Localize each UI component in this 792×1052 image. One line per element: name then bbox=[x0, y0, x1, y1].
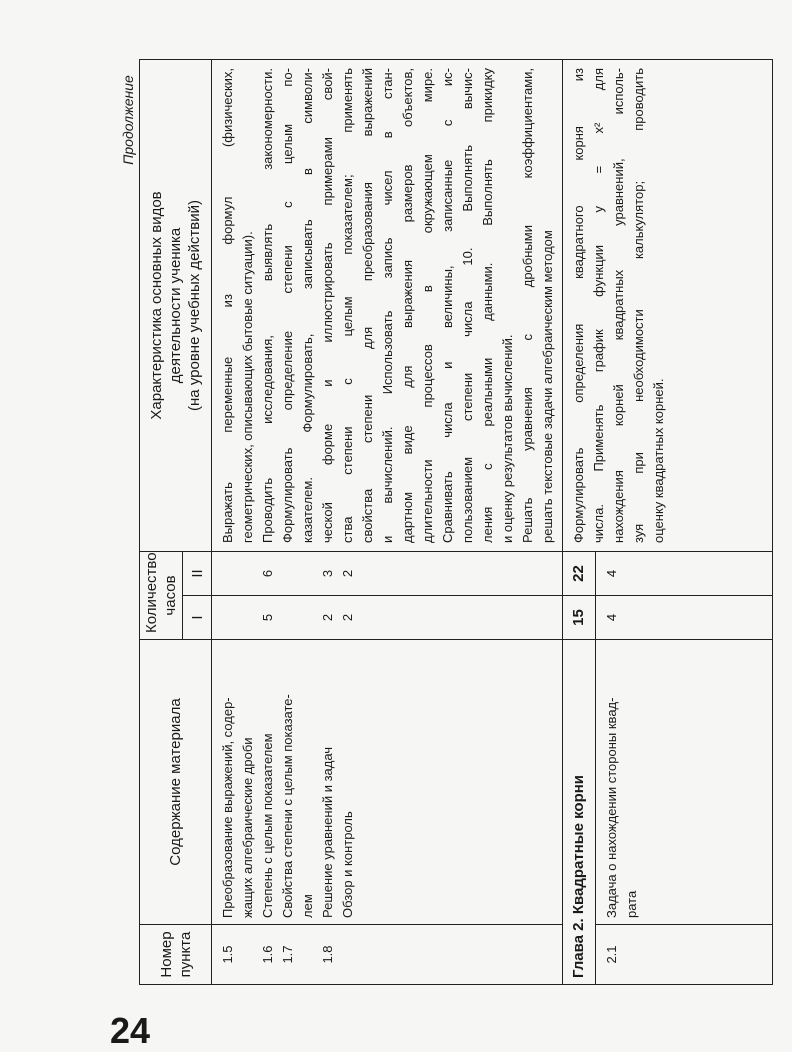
text-line: ства степени с целым показателем; применять bbox=[340, 67, 355, 543]
text-line: 1.8 bbox=[320, 945, 335, 964]
text-line: оценку квадратных корней. bbox=[651, 378, 666, 543]
chapter-2-hours-1: 15 bbox=[563, 596, 596, 640]
text-line: длительности процессов в окружающем мире. bbox=[420, 67, 435, 543]
text-line bbox=[278, 596, 298, 639]
text-line: Формулировать определение степени с целым по- bbox=[280, 67, 295, 543]
section-2-hours-1 bbox=[596, 596, 773, 640]
text-line bbox=[238, 925, 258, 984]
text-line bbox=[238, 552, 258, 595]
header-number-text: Номер пункта bbox=[157, 931, 194, 978]
header-number bbox=[140, 925, 212, 985]
text-line bbox=[238, 596, 258, 639]
chapter-2-hours-2: 22 bbox=[563, 551, 596, 595]
page-number: 24 bbox=[110, 1010, 151, 1051]
header-characteristics-text bbox=[147, 60, 204, 551]
text-line: и оценку результатов вычислений. bbox=[500, 334, 515, 543]
text-line: и вычислений. Использовать запись чисел в стан- bbox=[380, 67, 395, 543]
text-line: геометрических, описывающих бытовые ситуации). bbox=[240, 231, 255, 543]
section-1-numbers bbox=[212, 925, 563, 985]
section-1-content bbox=[212, 640, 563, 925]
header-content-text: Содержание материала bbox=[167, 698, 184, 866]
text-line: нахождения корней квадратных уравнений, исполь- bbox=[611, 67, 626, 543]
header-hours-variant-2: II bbox=[183, 551, 212, 595]
section-1-hours-2 bbox=[212, 551, 563, 595]
text-line: 3 bbox=[320, 569, 335, 578]
text-line: ления с реальными данными. Выполнять прикидку bbox=[480, 67, 495, 543]
continuation-label-box bbox=[118, 60, 138, 180]
header-content bbox=[140, 640, 212, 925]
chapter-2-title: Глава 2. Квадратные корни bbox=[563, 640, 596, 985]
text-line: лем bbox=[300, 894, 315, 918]
header-characteristics bbox=[140, 59, 212, 551]
text-line: 4 bbox=[604, 613, 619, 622]
text-line: пользованием степени числа 10. Выполнять вычис- bbox=[460, 67, 475, 543]
text-line: (на уровне учебных действий) bbox=[186, 200, 203, 411]
header-hours-text: Количество часов bbox=[143, 552, 179, 633]
text-line: деятельности ученика bbox=[167, 227, 184, 384]
text-line: Решение уравнений и задач bbox=[320, 746, 335, 918]
text-line: рата bbox=[624, 890, 639, 918]
text-line bbox=[338, 925, 358, 984]
text-line bbox=[278, 552, 298, 595]
header-hours-variant-1: I bbox=[183, 596, 212, 640]
text-line: 4 bbox=[604, 569, 619, 578]
text-line: зуя при необходимости калькулятор; проводить bbox=[631, 67, 646, 543]
text-line: дартном виде для выражения размеров объектов, bbox=[400, 67, 415, 543]
section-2-hours-2 bbox=[596, 551, 773, 595]
section-2-numbers bbox=[596, 925, 773, 985]
section-2-characteristics bbox=[563, 59, 773, 551]
text-line: Выражать переменные из формул (физических, bbox=[220, 67, 235, 543]
header-hours bbox=[140, 551, 183, 639]
text-line: Сравнивать числа и величины, записанные с ис- bbox=[440, 67, 455, 543]
text-line bbox=[298, 552, 318, 595]
text-line: 2 bbox=[340, 569, 355, 578]
text-line: Свойства степени с целым показате- bbox=[280, 694, 295, 918]
text-line: свойства степени для преобразования выражений bbox=[360, 67, 375, 543]
text-line: Обзор и контроль bbox=[340, 811, 355, 918]
text-line: Преобразование выражений, содер- bbox=[220, 697, 235, 918]
text-line: Характеристика основных видов bbox=[148, 191, 165, 420]
section-1-hours-1 bbox=[212, 596, 563, 640]
curriculum-table bbox=[139, 59, 773, 985]
text-line: Задача о нахождении стороны квад- bbox=[604, 697, 619, 918]
section-2-content bbox=[596, 640, 773, 925]
text-line: ческой форме и иллюстрировать примерами свой- bbox=[320, 67, 335, 543]
table-row-chapter-2 bbox=[563, 59, 596, 984]
text-line: 1.7 bbox=[280, 945, 295, 964]
text-line: казателем. Формулировать, записывать в символи- bbox=[300, 67, 315, 543]
text-line: 1.5 bbox=[220, 945, 235, 964]
text-line: Проводить исследования, выявлять закономерности. bbox=[260, 67, 275, 543]
text-line bbox=[218, 552, 238, 595]
text-line: 2 bbox=[340, 613, 355, 622]
table-row-section-1 bbox=[212, 59, 563, 984]
text-line: числа. Применять график функции y = x² для bbox=[591, 67, 606, 543]
text-line: 1.6 bbox=[260, 945, 275, 964]
text-line: жащих алгебраические дроби bbox=[240, 737, 255, 918]
text-line: Степень с целым показателем bbox=[260, 733, 275, 918]
rotated-table-container bbox=[139, 60, 779, 985]
text-line: 2.1 bbox=[604, 945, 619, 964]
text-line: 5 bbox=[260, 613, 275, 622]
text-line: Решать уравнения с дробными коэффициентами, bbox=[520, 67, 535, 543]
text-line: решать текстовые задачи алгебраическим методом bbox=[540, 230, 555, 543]
text-line bbox=[298, 596, 318, 639]
text-line: 2 bbox=[320, 613, 335, 622]
text-line: 6 bbox=[260, 569, 275, 578]
text-line bbox=[298, 925, 318, 984]
section-1-characteristics bbox=[212, 59, 563, 551]
continuation-label: Продолжение bbox=[120, 75, 136, 165]
text-line: Формулировать определения квадратного корня из bbox=[571, 67, 586, 543]
text-line bbox=[218, 596, 238, 639]
